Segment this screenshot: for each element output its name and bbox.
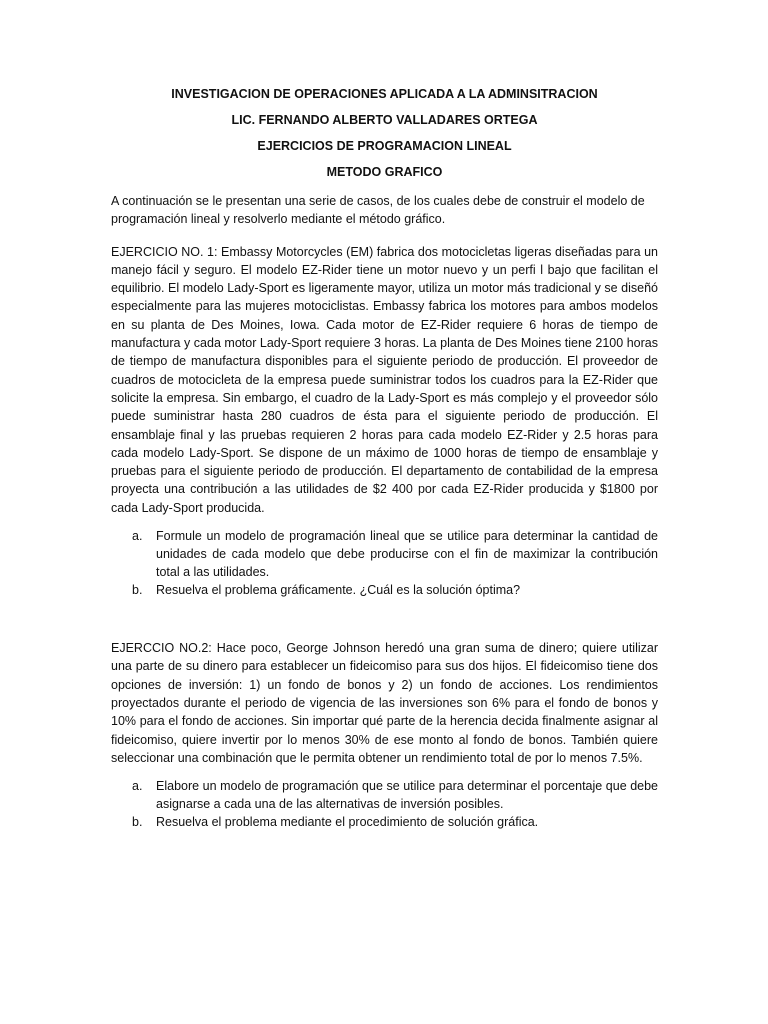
course-title: INVESTIGACION DE OPERACIONES APLICADA A LA ADMINSITRACION — [171, 87, 598, 101]
exercise-2-questions — [111, 777, 658, 831]
exercise-2-text: Hace poco, George Johnson heredó una gran suma de dinero; quiere utilizar una parte de su dinero para establecer un fideicomiso para sus dos hijos. El fideicomiso tiene dos opciones de inversión: 1) un fondo de bonos y 2) un fondo de acciones. Los rendimientos proyectados durante el periodo de vigencia de las inversiones son 6% para el fondo de bonos y 10% para el fondo de acciones. Sin importar qué parte de la herencia decida finalmente asignar al fideicomiso, quiere invertir por lo menos 30% de ese monto al fondo de bonos. También quiere seleccionar una combinación que le permita obtener un rendimiento total de por lo menos 7.5%. — [111, 641, 658, 765]
list-item — [111, 813, 658, 831]
method-title: METODO GRAFICO — [326, 165, 443, 179]
instructor-name: LIC. FERNANDO ALBERTO VALLADARES ORTEGA — [231, 113, 538, 127]
exercise-2-label: EJERCCIO NO.2: — [111, 641, 212, 656]
exercise-1-paragraph — [111, 243, 658, 517]
list-marker: b. — [132, 583, 143, 598]
list-item-text: Resuelva el problema gráficamente. ¿Cuál es la solución óptima? — [156, 583, 521, 598]
list-marker: b. — [132, 815, 143, 830]
intro-paragraph: A continuación se le presentan una serie de casos, de los cuales debe de construir el modelo de programación lineal y resolverlo mediante el método gráfico. — [111, 194, 645, 227]
list-item-text: Resuelva el problema mediante el procedimiento de solución gráfica. — [156, 815, 539, 830]
exercise-1-text: Embassy Motorcycles (EM) fabrica dos motocicletas ligeras diseñadas para un manejo fácil y seguro. El modelo EZ-Rider tiene un motor nuevo y un perfi l bajo que facilitan el equilibrio. El modelo Lady-Sport es ligeramente mayor, utiliza un motor más tradicional y se diseñó especialmente para las mujeres motociclistas. Embassy fabrica los motores para ambos modelos en su planta de Des Moines, Iowa. Cada motor de EZ-Rider requiere 6 horas de tiempo de manufactura y cada motor Lady-Sport requiere 3 horas. La planta de Des Moines tiene 2100 horas de tiempo de manufactura disponibles para el siguiente periodo de producción. El proveedor de cuadros de motocicleta de la empresa puede suministrar todos los cuadros para la EZ-Rider que solicite la empresa. Sin embargo, el cuadro de la Lady-Sport es más complejo y el proveedor sólo puede suministrar hasta 280 cuadros de ésta para el siguiente periodo de producción. El ensamblaje final y las pruebas requieren 2 horas para cada modelo EZ-Rider y 2.5 horas para cada modelo Lady-Sport. Se dispone de un máximo de 1000 horas de tiempo de ensamblaje y pruebas para el siguiente periodo de producción. El departamento de contabilidad de la empresa proyecta una contribución a las utilidades de $2 400 por cada EZ-Rider producida y $1800 por cada Lady-Sport producida. — [111, 244, 658, 515]
topic-title: EJERCICIOS DE PROGRAMACION LINEAL — [257, 139, 512, 153]
exercise-1-questions — [111, 527, 658, 599]
exercise-1-label: EJERCICIO NO. 1: — [111, 244, 218, 259]
list-item — [111, 581, 658, 599]
list-marker: a. — [132, 779, 143, 794]
section-spacer — [111, 599, 658, 639]
list-item-text: Elabore un modelo de programación que se utilice para determinar el porcentaje que debe asignarse a cada una de las alternativas de inversión posibles. — [156, 779, 658, 812]
list-item — [111, 527, 658, 581]
exercise-2-paragraph — [111, 639, 658, 767]
document-page — [111, 86, 658, 831]
list-item — [111, 777, 658, 813]
list-marker: a. — [132, 529, 143, 544]
list-item-text: Formule un modelo de programación lineal que se utilice para determinar la cantidad de unidades de cada modelo que debe producirse con el fin de maximizar la contribución total a las utilidades. — [156, 529, 658, 580]
